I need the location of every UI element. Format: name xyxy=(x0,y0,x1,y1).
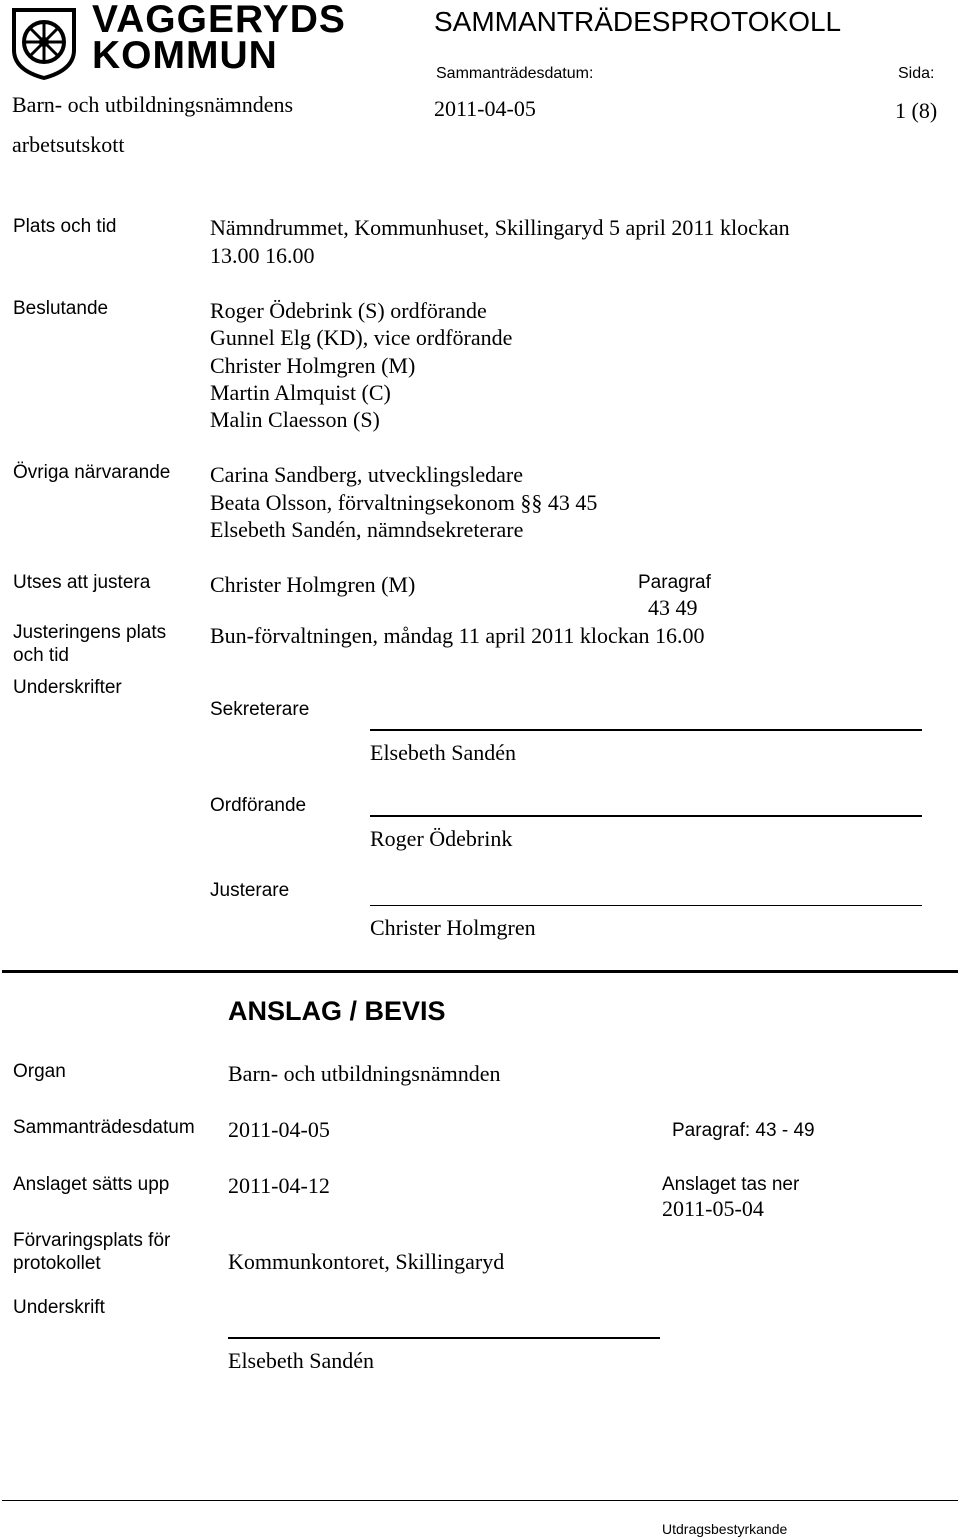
signature-name-adjuster: Christer Holmgren xyxy=(370,915,536,940)
deciding-label: Beslutande xyxy=(13,298,109,319)
section-divider xyxy=(2,970,958,973)
meeting-date-label: Sammanträdesdatum: xyxy=(436,65,594,82)
committee-name-line1: Barn- och utbildningsnämndens xyxy=(12,92,294,117)
posted-value: 2011-04-12 xyxy=(228,1173,330,1198)
others-present-item: Carina Sandberg, utvecklingsledare xyxy=(210,462,523,487)
signature-line xyxy=(370,729,922,731)
place-value-line1: Nämndrummet, Kommunhuset, Skillingaryd 5 april 2011 klockan xyxy=(210,215,790,240)
notice-signature-label: Underskrift xyxy=(13,1297,105,1318)
org-name-line1: VAGGERYDS xyxy=(92,0,346,41)
deciding-member: Martin Almquist (C) xyxy=(210,380,391,405)
others-present-item: Beata Olsson, förvaltningsekonom §§ 43 45 xyxy=(210,490,598,515)
organ-label: Organ xyxy=(13,1061,66,1082)
signatures-label: Underskrifter xyxy=(13,677,122,698)
adjust-place-label-line1: Justeringens plats xyxy=(13,622,167,643)
signature-role-adjuster: Justerare xyxy=(210,880,290,901)
place-value-line2: 13.00 16.00 xyxy=(210,243,315,268)
footer-divider xyxy=(2,1500,958,1501)
meeting-date-value: 2011-04-05 xyxy=(434,96,536,121)
storage-label-line2: protokollet xyxy=(13,1253,101,1274)
page-label: Sida: xyxy=(898,65,935,82)
organ-value: Barn- och utbildningsnämnden xyxy=(228,1061,501,1086)
org-name-line2: KOMMUN xyxy=(92,34,278,77)
storage-value: Kommunkontoret, Skillingaryd xyxy=(228,1249,505,1274)
signature-name-secretary: Elsebeth Sandén xyxy=(370,740,517,765)
signature-name-chair: Roger Ödebrink xyxy=(370,826,513,851)
committee-name-line2: arbetsutskott xyxy=(12,132,125,157)
notice-date-label: Sammanträdesdatum xyxy=(13,1117,195,1138)
signature-line xyxy=(370,815,922,817)
deciding-member: Gunnel Elg (KD), vice ordförande xyxy=(210,325,513,350)
document-title: SAMMANTRÄDESPROTOKOLL xyxy=(434,6,842,37)
deciding-member: Christer Holmgren (M) xyxy=(210,353,416,378)
adjust-place-label-line2: och tid xyxy=(13,645,69,666)
place-label: Plats och tid xyxy=(13,216,117,237)
others-present-label: Övriga närvarande xyxy=(13,462,171,483)
signature-line xyxy=(370,905,922,906)
removed-label: Anslaget tas ner xyxy=(662,1174,800,1195)
adjuster-label: Utses att justera xyxy=(13,572,151,593)
deciding-member: Malin Claesson (S) xyxy=(210,407,380,432)
adjust-place-value: Bun-förvaltningen, måndag 11 april 2011 klockan 16.00 xyxy=(210,623,705,648)
others-present-item: Elsebeth Sandén, nämndsekreterare xyxy=(210,517,524,542)
deciding-member: Roger Ödebrink (S) ordförande xyxy=(210,298,487,323)
notice-date-value: 2011-04-05 xyxy=(228,1117,330,1142)
notice-paragraph: Paragraf: 43 - 49 xyxy=(672,1120,815,1141)
signature-role-chair: Ordförande xyxy=(210,795,307,816)
municipal-crest-logo xyxy=(10,6,78,80)
signature-line xyxy=(228,1337,660,1339)
paragraph-label: Paragraf xyxy=(638,572,711,593)
notice-title: ANSLAG / BEVIS xyxy=(228,996,446,1026)
signature-role-secretary: Sekreterare xyxy=(210,699,310,720)
removed-value: 2011-05-04 xyxy=(662,1196,764,1221)
storage-label-line1: Förvaringsplats för xyxy=(13,1230,171,1251)
page-value: 1 (8) xyxy=(895,98,938,123)
certified-copy-label: Utdragsbestyrkande xyxy=(662,1521,788,1537)
notice-signature-name: Elsebeth Sandén xyxy=(228,1348,375,1373)
paragraph-value: 43 49 xyxy=(648,595,698,620)
adjuster-value: Christer Holmgren (M) xyxy=(210,572,416,597)
posted-label: Anslaget sätts upp xyxy=(13,1174,170,1195)
